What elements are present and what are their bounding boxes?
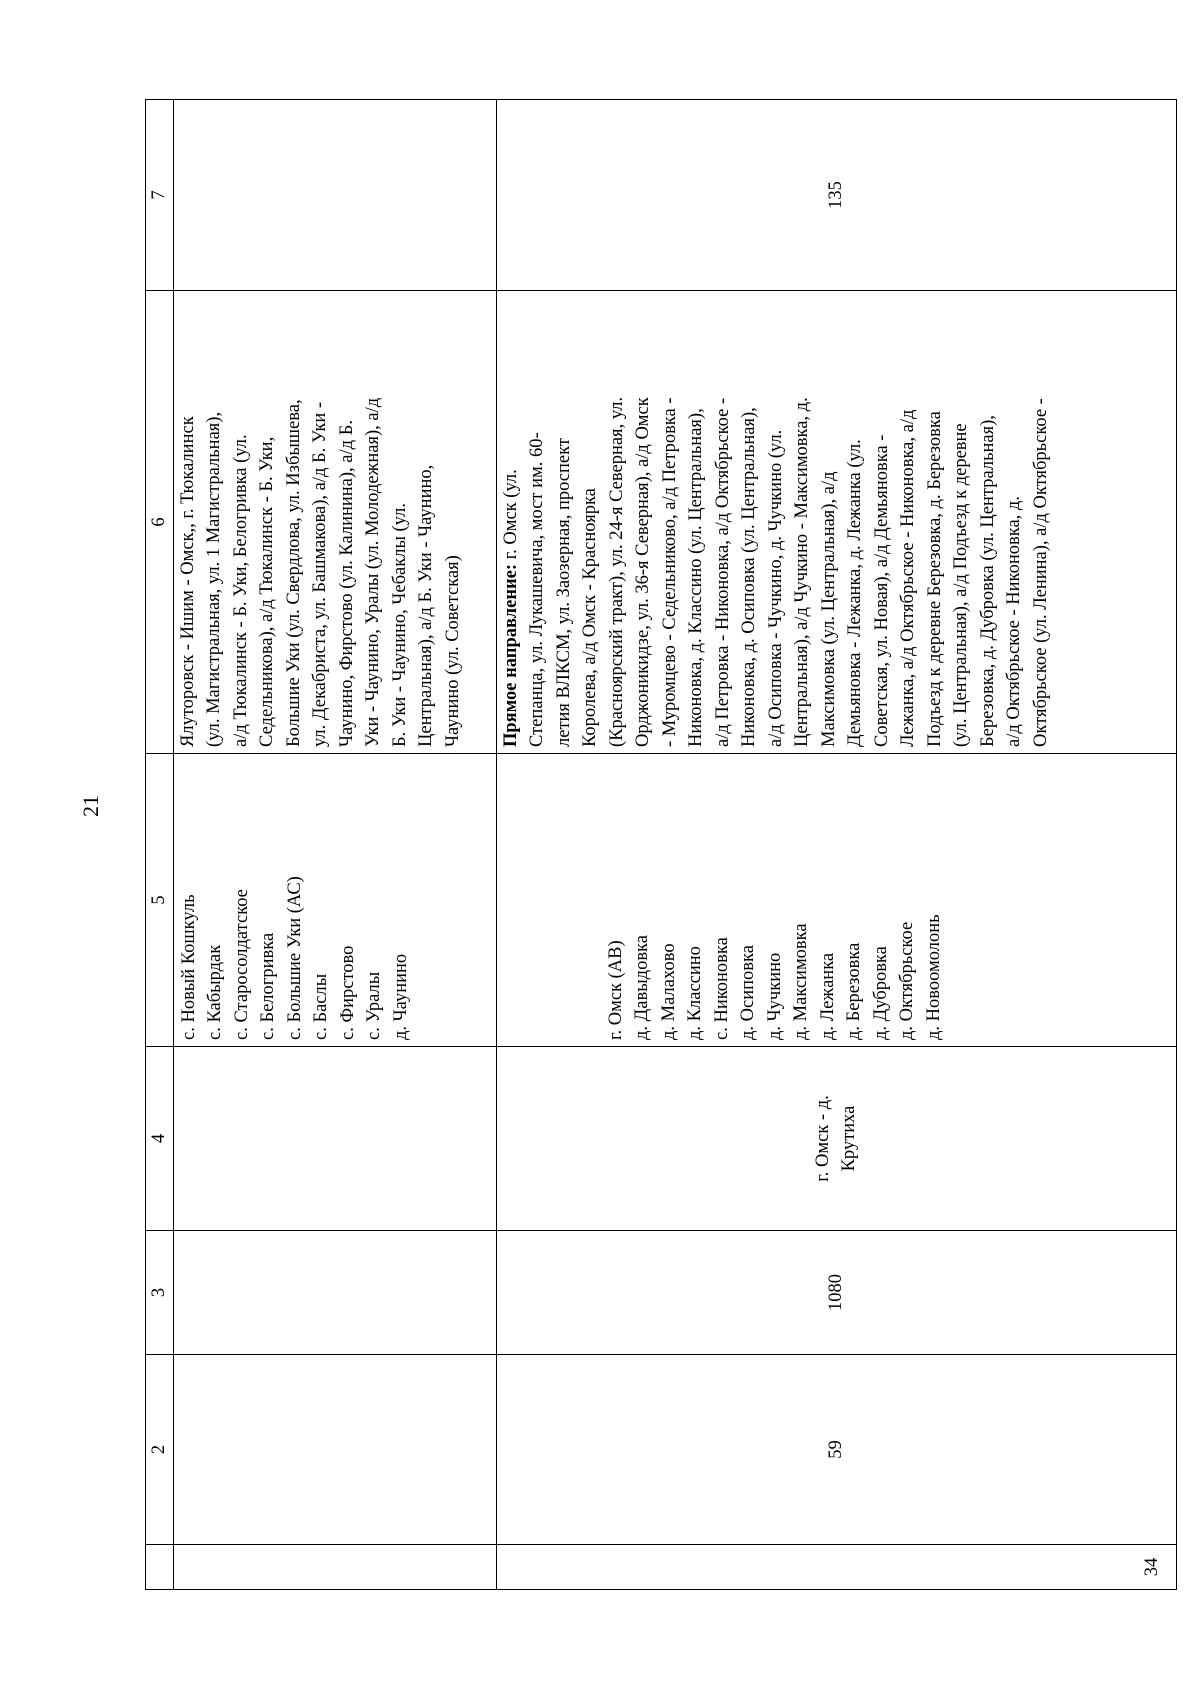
streets-line: Орджоникидзе, ул. 36-я Северная), а/д Омск <box>633 397 653 747</box>
stop-item: д. Новоомолонь <box>923 914 944 1040</box>
stop-item: г. Омск (АВ) <box>605 940 626 1040</box>
streets-line: (ул. Центральная), а/д Подъезд к деревне <box>951 423 971 747</box>
stop-item: д. Классино <box>685 946 705 1040</box>
streets-line: Уки - Чаунино, Уралы (ул. Молодежная), а/д <box>363 397 383 747</box>
stop-item: с. Большие Уки (АС) <box>284 876 305 1040</box>
row1-length-cell <box>173 1231 496 1355</box>
header-cell-4: 4 <box>146 1047 174 1231</box>
stop-item: д. Октябрьское <box>897 921 917 1040</box>
route-table <box>145 99 1177 1590</box>
row1-stops-cell <box>173 754 496 1047</box>
streets-line: Березовка, д. Дубровка (ул. Центральная), <box>977 415 998 747</box>
stop-item: д. Осиповка <box>738 945 758 1040</box>
stop-item: с. Кабырдак <box>205 944 225 1040</box>
streets-line: Советская, ул. Новая), а/д Демьяновка - <box>871 434 892 747</box>
stop-item: д. Чучкино <box>764 952 785 1040</box>
route-name-line: г. Омск - д. <box>813 1095 833 1182</box>
route-name-line: Крутиха <box>839 1105 859 1172</box>
row2-number-cell: 34 <box>496 1545 1176 1590</box>
streets-line: Лежанка, а/д Октябрьское - Никоновка, а/д <box>898 409 918 747</box>
streets-line: Ялуторовск - Ишим - Омск,, г. Тюкалинск <box>177 416 198 747</box>
streets-line: а/д Осиповка - Чучкино, д. Чучкино (ул. <box>765 429 786 747</box>
row1-route-name-cell <box>173 1047 496 1231</box>
streets-line: (ул. Магистральная, ул. 1 Магистральная), <box>204 411 224 747</box>
streets-line: - Муромцево - Седельниково, а/д Петровка - <box>659 397 680 747</box>
streets-first-line <box>498 297 525 747</box>
streets-line: а/д Октябрьское - Никоновка, д. <box>1004 496 1024 747</box>
streets-line: Чаунино (ул. Советская) <box>442 555 463 747</box>
header-cell-5: 5 <box>146 754 174 1047</box>
stop-item: с. Уралы <box>364 971 384 1040</box>
stop-item: д. Березовка <box>844 942 864 1040</box>
stop-item: д. Чаунино <box>390 953 411 1040</box>
row1-streets-cell <box>173 291 496 754</box>
stop-item: с. Фирстово <box>337 945 358 1040</box>
stop-item: с. Новый Кошкуль <box>178 894 199 1040</box>
row2-route-name-cell <box>496 1047 1176 1231</box>
streets-line: а/д Петровка - Никоновка, а/д Октябрьское - <box>712 397 733 747</box>
stop-item: с. Баслы <box>311 973 331 1040</box>
stop-item: д. Лежанка <box>817 952 838 1040</box>
direction-label: Прямое направление: <box>500 563 521 747</box>
streets-line: Чаунино, Фирстово (ул. Калинина), а/д Б. <box>336 420 357 747</box>
stop-item: с. Старосолдатское <box>231 889 252 1040</box>
header-cell-6: 6 <box>146 291 174 754</box>
row2-stops-cell <box>496 754 1176 1047</box>
streets-line: (Красноярский тракт), ул. 24-я Северная, ул. <box>606 396 627 747</box>
streets-line: Центральная), а/д Б. Уки - Чаунино, <box>416 464 436 747</box>
table-header-row <box>146 100 174 1590</box>
streets-line: а/д Тюкалинск - Б. Уки, Белогривка (ул. <box>230 434 251 747</box>
stop-item: д. Максимовка <box>791 923 811 1040</box>
stop-item: д. Давыдовка <box>632 935 652 1040</box>
row2-length-cell: 1080 <box>496 1231 1176 1355</box>
header-cell-1 <box>146 1545 174 1590</box>
row2-distance-cell: 135 <box>496 100 1176 291</box>
stop-item: с. Белогривка <box>258 932 278 1040</box>
route-table-wrapper <box>145 100 1162 1590</box>
page-number: 21 <box>78 795 103 817</box>
streets-line: летия ВЛКСМ, ул. Заозерная, проспект <box>553 438 574 747</box>
streets-line: Б. Уки - Чаунино, Чебаклы (ул. <box>389 503 410 747</box>
table-row <box>496 100 1176 1590</box>
streets-line: Большие Уки (ул. Свердлова, ул. Избышева, <box>283 399 304 747</box>
streets-line: Никоновка, д. Осиповка (ул. Центральная), <box>739 407 759 747</box>
header-cell-2: 2 <box>146 1355 174 1545</box>
streets-line: Степанца, ул. Лукашевича, мост им. 60- <box>527 432 547 747</box>
row1-distance-cell <box>173 100 496 291</box>
direction-start: г. Омск (ул. <box>500 469 521 564</box>
row1-number-cell <box>173 1545 496 1590</box>
stop-item: с. Никоновка <box>711 937 732 1040</box>
streets-line: Максимовка (ул. Центральная), а/д <box>818 471 839 747</box>
stop-item: д. Дубровка <box>870 946 891 1040</box>
streets-line: Никоновка, д. Классино (ул. Центральная), <box>686 408 706 747</box>
streets-line: Подъезд к деревне Березовка, д. Березовка <box>924 411 945 747</box>
streets-line: Седельникова), а/д Тюкалинск - Б. Уки, <box>257 436 277 747</box>
streets-line: Демьяновка - Лежанка, д. Лежанка (ул. <box>845 439 865 747</box>
table-row <box>173 100 496 1590</box>
header-cell-3: 3 <box>146 1231 174 1355</box>
header-cell-7: 7 <box>146 100 174 291</box>
row2-streets-cell <box>496 291 1176 754</box>
row1-route-number-cell <box>173 1355 496 1545</box>
streets-line: Октябрьское (ул. Ленина), а/д Октябрьское - <box>1030 398 1051 747</box>
streets-line: ул. Декабриста, ул. Башмакова), а/д Б. Уки - <box>310 401 330 747</box>
row2-route-number-cell: 59 <box>496 1355 1176 1545</box>
streets-line: Центральная), а/д Чучкино - Максимовка, д. <box>792 397 812 747</box>
stop-item: д. Малахово <box>658 943 679 1040</box>
streets-line: Королева, а/д Омск - Красноярка <box>580 488 600 747</box>
